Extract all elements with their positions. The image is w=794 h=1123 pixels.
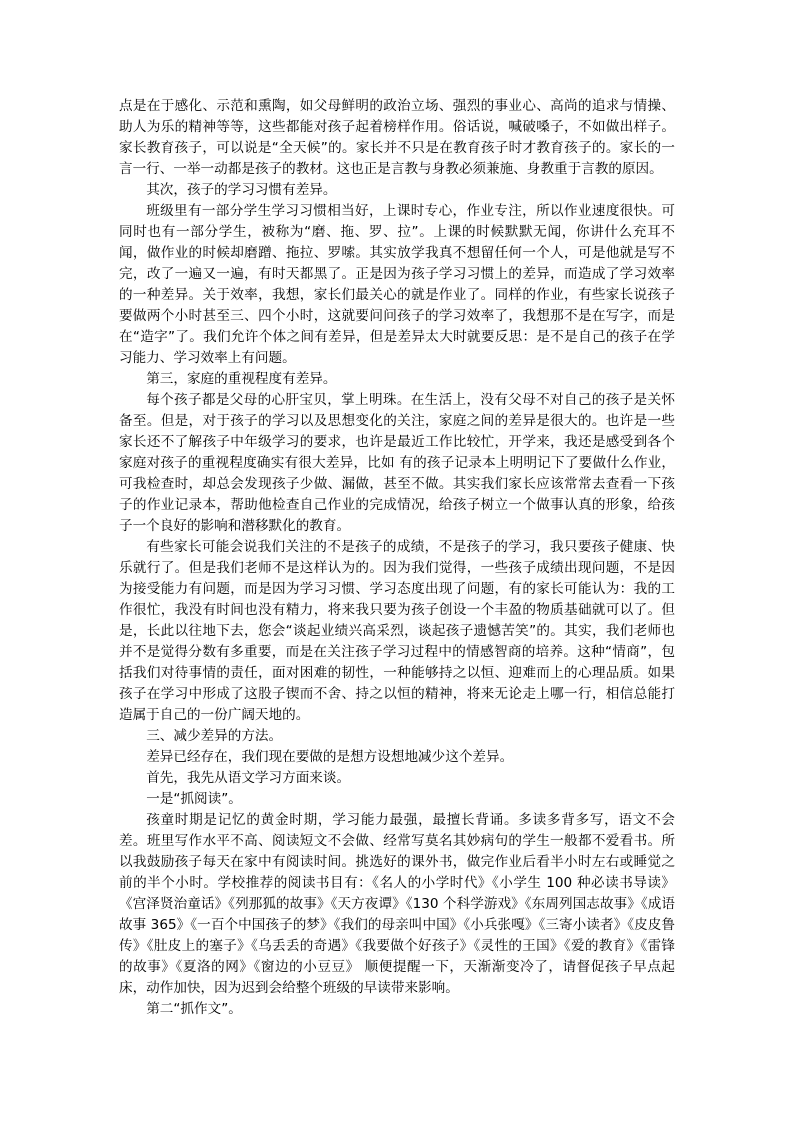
paragraph-heading-reading: 一是“抓阅读”。 [146,791,242,807]
paragraph-heading-methods: 三、减少差异的方法。 [146,728,283,744]
paragraph-heading-family-attention: 第三，家庭的重视程度有差异。 [146,371,337,387]
paragraph-chinese-study: 首先，我先从语文学习方面来谈。 [146,770,351,786]
paragraph-heading-writing: 第二“抓作文”。 [146,1001,242,1017]
document-body [119,96,675,1020]
paragraph-role-models: 点是在于感化、示范和熏陶，如父母鲜明的政治立场、强烈的事业心、高尚的追求与情操、助人为乐的精神等等，这些都能对孩子起着榜样作用。俗话说，喊破嗓子，不如做出样子。家长教育孩子，可以说是“全天候”的。家长并不只是在教育孩子时才教育孩子的。家长的一言一行、一举一动都是孩子的教材。这也正是言教与身教必须兼施、身教重于言教的原因。 [119,98,675,177]
paragraph-reading-list: 孩童时期是记忆的黄金时期，学习能力最强，最擅长背诵。多读多背多写，语文不会差。班里写作水平不高、阅读短文不会做、经常写莫名其妙病句的学生一般都不爱看书。所以我鼓励孩子每天在家中有阅读时间。挑选好的课外书，做完作业后看半小时左右或睡觉之前的半个小时。学校推荐的阅读书目有：《名人的小学时代》《小学生 100 种必读书导读》《宫泽贤治童话》《列那狐的故事》《天方夜谭》《130 个科学游戏》《东周列国志故事》《成语故事 365》《一百个中国孩子的梦》《我们的母亲叫中国》《小兵张嘎》《三寄小读者》《皮皮鲁传》《肚皮上的塞子》《乌丢丢的奇遇》《我要做个好孩子》《灵性的王国》《爱的教育》《雷锋的故事》《夏洛的网》《窗边的小豆豆》 顺便提醒一下，天渐渐变冷了，请督促孩子早点起床，动作加快，因为迟到会给整个班级的早读带来影响。 [119,812,675,996]
paragraph-heading-study-habits: 其次，孩子的学习习惯有差异。 [146,182,337,198]
paragraph-reduce-differences: 差异已经存在，我们现在要做的是想方设想地减少这个差异。 [146,749,514,765]
paragraph-family-attention: 每个孩子都是父母的心肝宝贝，掌上明珠。在生活上，没有父母不对自己的孩子是关怀备至。但是，对于孩子的学习以及思想变化的关注，家庭之间的差异是很大的。也许是一些家长还不了解孩子中年级学习的要求，也许是最近工作比较忙，开学来，我还是感受到各个家庭对孩子的重视程度确实有很大差异，比如 有的孩子记录本上明明记下了要做什么作业，可我检查时，却总会发现孩子少做、漏做，甚至不做。其实我们家长应该常常去查看一下孩子的作业记录本，帮助他检查自己作业的完成情况，给孩子树立一个做事认真的形象，给孩子一个良好的影响和潜移默化的教育。 [119,392,675,534]
paragraph-emotional-intelligence: 有些家长可能会说我们关注的不是孩子的成绩，不是孩子的学习，我只要孩子健康、快乐就行了。但是我们老师不是这样认为的。因为我们觉得，一些孩子成绩出现问题，不是因为接受能力有问题，而是因为学习习惯、学习态度出现了问题，有的家长可能认为：我的工作很忙，我没有时间也没有精力，将来我只要为孩子创设一个丰盈的物质基础就可以了。但是，长此以往地下去，您会“谈起业绩兴高采烈，谈起孩子遗憾苦笑”的。其实，我们老师也并不是觉得分数有多重要，而是在关注孩子学习过程中的情感智商的培养。这种“情商”，包括我们对待事情的责任，面对困难的韧性，一种能够持之以恒、迎难而上的心理品质。如果孩子在学习中形成了这股子锲而不舍、持之以恒的精神，将来无论走上哪一行，相信总能打造属于自己的一份广阔天地的。 [119,539,675,723]
paragraph-study-habits: 班级里有一部分学生学习习惯相当好，上课时专心，作业专注，所以作业速度很快。可同时也有一部分学生，被称为“磨、拖、罗、拉”。上课的时候默默无闻，你讲什么充耳不闻，做作业的时候却磨蹭、拖拉、罗嗦。其实放学我真不想留任何一个人，可是他就是写不完，改了一遍又一遍，有时天都黑了。正是因为孩子学习习惯上的差异，而造成了学习效率的一种差异。关于效率，我想，家长们最关心的就是作业了。同样的作业，有些家长说孩子要做两个小时甚至三、四个小时，这就要问问孩子的学习效率了，我想那不是在写字，而是在“造字”了。我们允许个体之间有差异，但是差异太大时就要反思：是不是自己的孩子在学习能力、学习效率上有问题。 [119,203,675,366]
